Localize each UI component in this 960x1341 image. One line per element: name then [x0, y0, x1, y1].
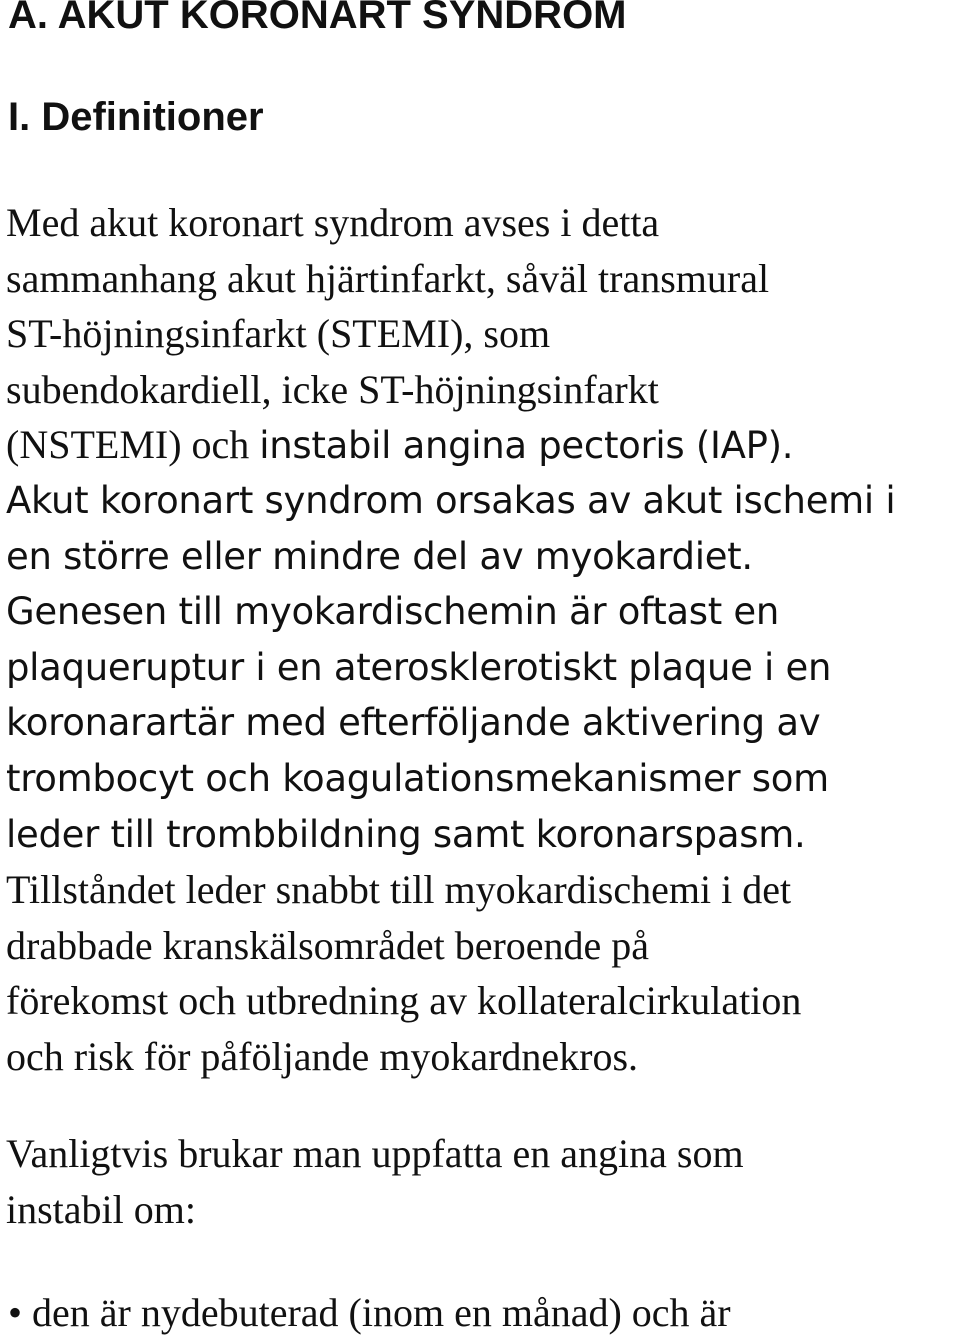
paragraph-line: leder till trombbildning samt koronarspasm. — [6, 812, 806, 856]
paragraph-line: Genesen till myokardischemin är oftast en — [6, 590, 780, 634]
paragraph-line: trombocyt och koagulationsmekanismer som — [6, 756, 829, 800]
paragraph-line-sans-part: instabil angina pectoris (IAP). — [259, 424, 794, 468]
paragraph-line: ST-höjningsinfarkt (STEMI), som — [6, 311, 551, 357]
document-title: A. AKUT KORONART SYNDROM — [8, 0, 627, 37]
paragraph-line: subendokardiell, icke ST-höjningsinfarkt — [6, 366, 659, 412]
list-item — [0, 1285, 731, 1341]
paragraph-line — [6, 417, 895, 473]
definition-paragraph — [6, 195, 895, 1085]
instability-intro-paragraph — [6, 1126, 744, 1237]
paragraph-line: Tillståndet leder snabbt till myokardischemi i det — [6, 867, 792, 913]
paragraph-line: förekomst och utbredning av kollateralcirkulation — [6, 978, 802, 1024]
paragraph-line: koronarartär med efterföljande aktivering av — [6, 701, 821, 745]
bullet-marker: • — [8, 1290, 23, 1335]
paragraph-line: Med akut koronart syndrom avses i detta — [6, 200, 660, 245]
paragraph-line: Akut koronart syndrom orsakas av akut ischemi i — [6, 478, 896, 522]
paragraph-line: drabbade kranskälsområdet beroende på — [6, 922, 650, 968]
paragraph-line: en större eller mindre del av myokardiet. — [6, 534, 753, 578]
list-item-text: den är nydebuterad (inom en månad) och är — [32, 1290, 731, 1335]
section-heading: I. Definitioner — [8, 95, 264, 139]
paragraph-line: plaqueruptur i en aterosklerotiskt plaque i en — [6, 645, 832, 689]
paragraph-line: och risk för påföljande myokardnekros. — [6, 1033, 639, 1079]
paragraph-line: Vanligtvis brukar man uppfatta en angina som — [6, 1131, 744, 1176]
paragraph-line: instabil om: — [6, 1186, 196, 1232]
paragraph-line-serif-part: (NSTEMI) och — [6, 422, 260, 468]
criteria-list — [0, 1285, 731, 1341]
paragraph-line: sammanhang akut hjärtinfarkt, såväl transmural — [6, 255, 770, 301]
